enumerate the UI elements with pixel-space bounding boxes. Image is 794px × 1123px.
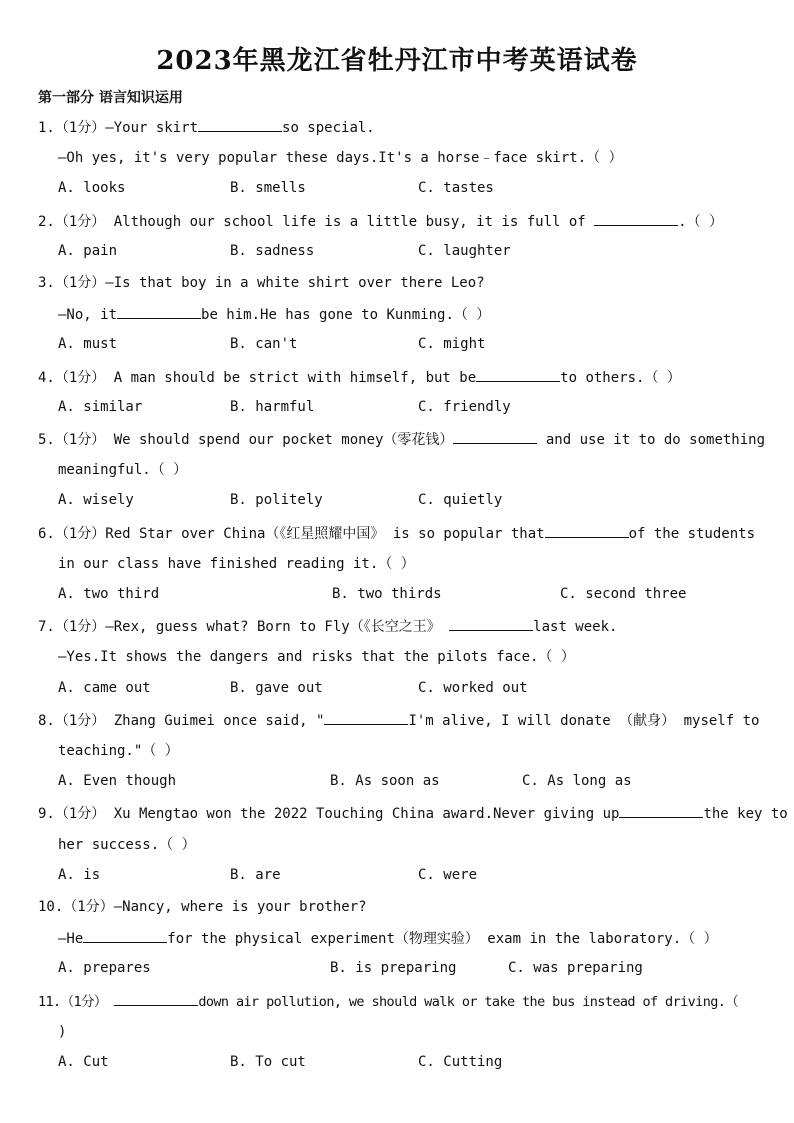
answer-blank	[594, 211, 678, 226]
question-1-option-c: C. tastes	[418, 180, 494, 196]
question-4-option-b: B. harmful	[230, 399, 315, 415]
question-1-reply: —Oh yes, it's very popular these days.It's a horse﹣face skirt.（ ）	[58, 150, 623, 166]
question-7-option-a: A. came out	[58, 680, 151, 696]
question-8-stem: 8.（1分） Zhang Guimei once said, " I'm alive, I will donate （献身） myself to	[38, 710, 758, 731]
question-3-option-c: C. might	[418, 336, 486, 352]
question-7-reply: —Yes.It shows the dangers and risks that the pilots face.（ ）	[58, 649, 575, 665]
question-7-stem: 7.（1分）—Rex, guess what? Born to Fly（《长空之王》 last week.	[38, 616, 758, 637]
question-6-stem: 6.（1分）Red Star over China（《红星照耀中国》 is so popular that of the students	[38, 523, 758, 544]
question-3-option-a: A. must	[58, 336, 118, 352]
question-5-option-a: A. wisely	[58, 492, 134, 508]
question-4-option-a: A. similar	[58, 399, 143, 415]
question-11-option-b: B. To cut	[230, 1054, 306, 1070]
question-9-stem: 9.（1分） Xu Mengtao won the 2022 Touching China award.Never giving up the key to	[38, 803, 758, 824]
question-6-stem-cont: in our class have finished reading it.（ ）	[58, 556, 415, 572]
question-4-option-c: C. friendly	[418, 399, 511, 415]
question-10-stem: 10.（1分）—Nancy, where is your brother?	[38, 899, 367, 915]
question-4-stem: 4.（1分） A man should be strict with himself, but be to others.（ ）	[38, 367, 758, 388]
answer-blank	[476, 367, 560, 382]
question-5-option-c: C. quietly	[418, 492, 503, 508]
question-9-stem-cont: her success.（ ）	[58, 837, 196, 853]
question-6-option-a: A. two third	[58, 586, 160, 602]
question-1-stem: 1.（1分）—Your skirt so special.	[38, 117, 758, 138]
question-9-option-a: A. is	[58, 867, 101, 883]
question-3-reply: —No, it be him.He has gone to Kunming.（ ）	[58, 304, 778, 325]
question-8-stem-cont: teaching."（ ）	[58, 743, 179, 759]
question-3-stem: 3.（1分）—Is that boy in a white shirt over there Leo?	[38, 275, 485, 291]
answer-blank	[117, 304, 201, 319]
question-5-stem: 5.（1分） We should spend our pocket money（零花钱） and use it to do something	[38, 429, 758, 450]
question-9-option-c: C. were	[418, 867, 478, 883]
question-5-stem-cont: meaningful.（ ）	[58, 462, 188, 478]
section-heading: 第一部分 语言知识运用	[38, 90, 183, 106]
question-10-option-a: A. prepares	[58, 960, 151, 976]
question-10-reply: —He for the physical experiment（物理实验） exam in the laboratory.（ ）	[58, 928, 778, 949]
answer-blank	[114, 991, 198, 1006]
answer-blank	[545, 523, 629, 538]
question-10-option-c: C. was preparing	[508, 960, 643, 976]
question-11-stem: 11.（1分） down air pollution, we should walk or take the bus instead of driving.（	[38, 991, 758, 1012]
question-1-option-a: A. looks	[58, 180, 126, 196]
question-1-option-b: B. smells	[230, 180, 306, 196]
question-8-option-b: B. As soon as	[330, 773, 440, 789]
question-11-option-c: C. Cutting	[418, 1054, 503, 1070]
question-2-option-b: B. sadness	[230, 243, 315, 259]
answer-blank	[324, 710, 408, 725]
question-7-option-c: C. worked out	[418, 680, 528, 696]
question-5-option-b: B. politely	[230, 492, 323, 508]
question-3-option-b: B. can't	[230, 336, 298, 352]
question-9-option-b: B. are	[230, 867, 281, 883]
question-7-option-b: B. gave out	[230, 680, 323, 696]
question-2-stem: 2.（1分） Although our school life is a little busy, it is full of .（ ）	[38, 211, 758, 232]
answer-blank	[198, 117, 282, 132]
question-11-stem-cont: )	[58, 1024, 67, 1040]
question-8-option-a: A. Even though	[58, 773, 177, 789]
answer-blank	[619, 803, 703, 818]
answer-blank	[453, 429, 537, 444]
answer-blank	[83, 928, 167, 943]
question-2-option-c: C. laughter	[418, 243, 511, 259]
question-2-option-a: A. pain	[58, 243, 118, 259]
question-8-option-c: C. As long as	[522, 773, 632, 789]
question-6-option-b: B. two thirds	[332, 586, 442, 602]
question-6-option-c: C. second three	[560, 586, 687, 602]
answer-blank	[449, 616, 533, 631]
exam-title: 2023年黑龙江省牡丹江市中考英语试卷	[156, 46, 638, 76]
question-10-option-b: B. is preparing	[330, 960, 457, 976]
question-11-option-a: A. Cut	[58, 1054, 109, 1070]
